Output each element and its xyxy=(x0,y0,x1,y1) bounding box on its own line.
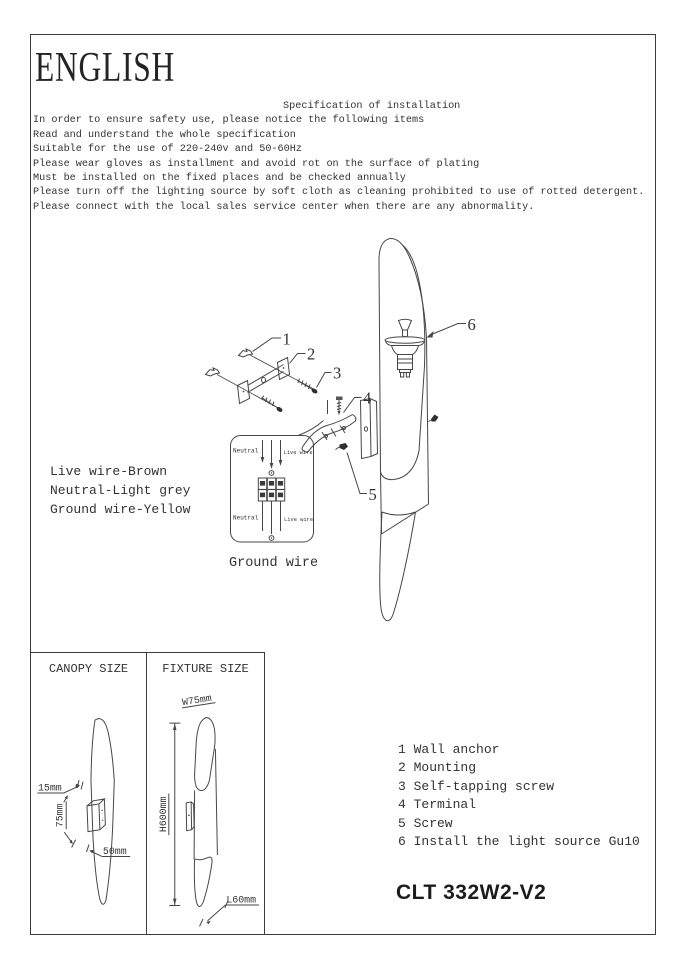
wiring-detail-balloon xyxy=(231,421,324,543)
wall-anchor-1 xyxy=(239,349,253,357)
spec-line: Read and understand the whole specification xyxy=(33,129,296,141)
spec-title: Specification of installation xyxy=(283,101,461,112)
fixture-dim-width: W75mm xyxy=(181,692,213,709)
neutral-wire-color: Neutral-Light grey xyxy=(50,483,191,498)
part-item: 1 Wall anchor xyxy=(398,742,500,757)
fixture-wall-plate xyxy=(186,802,194,831)
gu10-bulb-drawing xyxy=(385,319,425,377)
mounting-screw-5 xyxy=(340,443,349,450)
fixture-dim-length: L60mm xyxy=(226,894,257,906)
callout-3: 3 xyxy=(333,363,342,383)
wiring-neutral-top-label: Neutral xyxy=(233,447,259,455)
canopy-dim-depth: 15mm xyxy=(37,782,62,794)
part-item: 6 Install the light source Gu10 xyxy=(398,834,640,850)
spec-line: Suitable for the use of 220-240v and 50-60Hz xyxy=(33,144,302,156)
canopy-dim-width: 50mm xyxy=(102,845,127,857)
fixture-dim-height: H600mm xyxy=(157,796,169,833)
spec-line: Must be installed on the fixed places and be checked annually xyxy=(33,173,406,185)
canopy-size-title: CANOPY SIZE xyxy=(48,662,129,676)
canopy-blade xyxy=(91,719,114,905)
callout-2: 2 xyxy=(307,344,316,364)
wiring-live-top-label: Live wire xyxy=(283,450,313,456)
model-number: CLT 332W2-V2 xyxy=(396,881,547,904)
spec-line: Please connect with the local sales service center when there are any abnormality. xyxy=(33,201,535,213)
terminal-blocks xyxy=(258,478,284,501)
callout-1: 1 xyxy=(282,329,291,349)
body-screw xyxy=(431,415,439,422)
live-wire-color: Live wire-Brown xyxy=(50,464,168,479)
canopy-mount-box xyxy=(87,799,105,832)
specification-text xyxy=(33,100,653,215)
canopy-drawing xyxy=(31,653,146,934)
terminal-arm xyxy=(302,415,356,453)
fixture-bottom-blade xyxy=(194,857,212,906)
fixture-drawing xyxy=(147,653,264,934)
fixture-size-title: FIXTURE SIZE xyxy=(162,662,249,676)
wiring-neutral-bottom-label: Neutral xyxy=(233,514,259,522)
callout-5: 5 xyxy=(368,485,377,504)
part-item: 2 Mounting xyxy=(398,760,477,776)
callout-4: 4 xyxy=(363,388,372,408)
fixture-size-panel xyxy=(146,652,265,935)
part-item: 4 Terminal xyxy=(398,797,477,813)
part-item: 3 Self-tapping screw xyxy=(398,778,555,794)
ground-wire-caption: Ground wire xyxy=(229,556,319,571)
mounting-bracket-exploded xyxy=(206,349,319,413)
spec-line: Please turn off the lighting source by soft cloth as cleaning prohibited to use of rotted detergent. xyxy=(33,187,645,199)
wire-color-legend xyxy=(50,462,190,519)
canopy-dim-height: 75mm xyxy=(54,803,66,828)
spec-line: Please wear gloves as installment and avoid rot on the surface of plating xyxy=(33,158,480,170)
callout-6: 6 xyxy=(467,315,476,334)
fixture-top-blade xyxy=(195,718,215,791)
canopy-size-panel xyxy=(30,652,147,935)
part-item: 5 Screw xyxy=(398,815,453,831)
sconce-outline xyxy=(379,238,429,504)
sconce-lower-blade xyxy=(380,512,416,621)
wiring-live-bottom-label: Live wire xyxy=(284,517,314,523)
self-tapping-screw-a xyxy=(262,396,284,414)
parts-list xyxy=(398,741,640,851)
installation-diagram xyxy=(180,230,480,645)
self-tapping-screw-b xyxy=(298,379,319,395)
terminal-screw xyxy=(328,397,343,416)
wall-backplate xyxy=(361,399,378,459)
ground-wire-color: Ground wire-Yellow xyxy=(50,502,191,517)
spec-line: In order to ensure safety use, please notice the following items xyxy=(33,115,425,127)
fixture-dim-line xyxy=(169,723,180,905)
page-title: ENGLISH xyxy=(35,45,175,91)
